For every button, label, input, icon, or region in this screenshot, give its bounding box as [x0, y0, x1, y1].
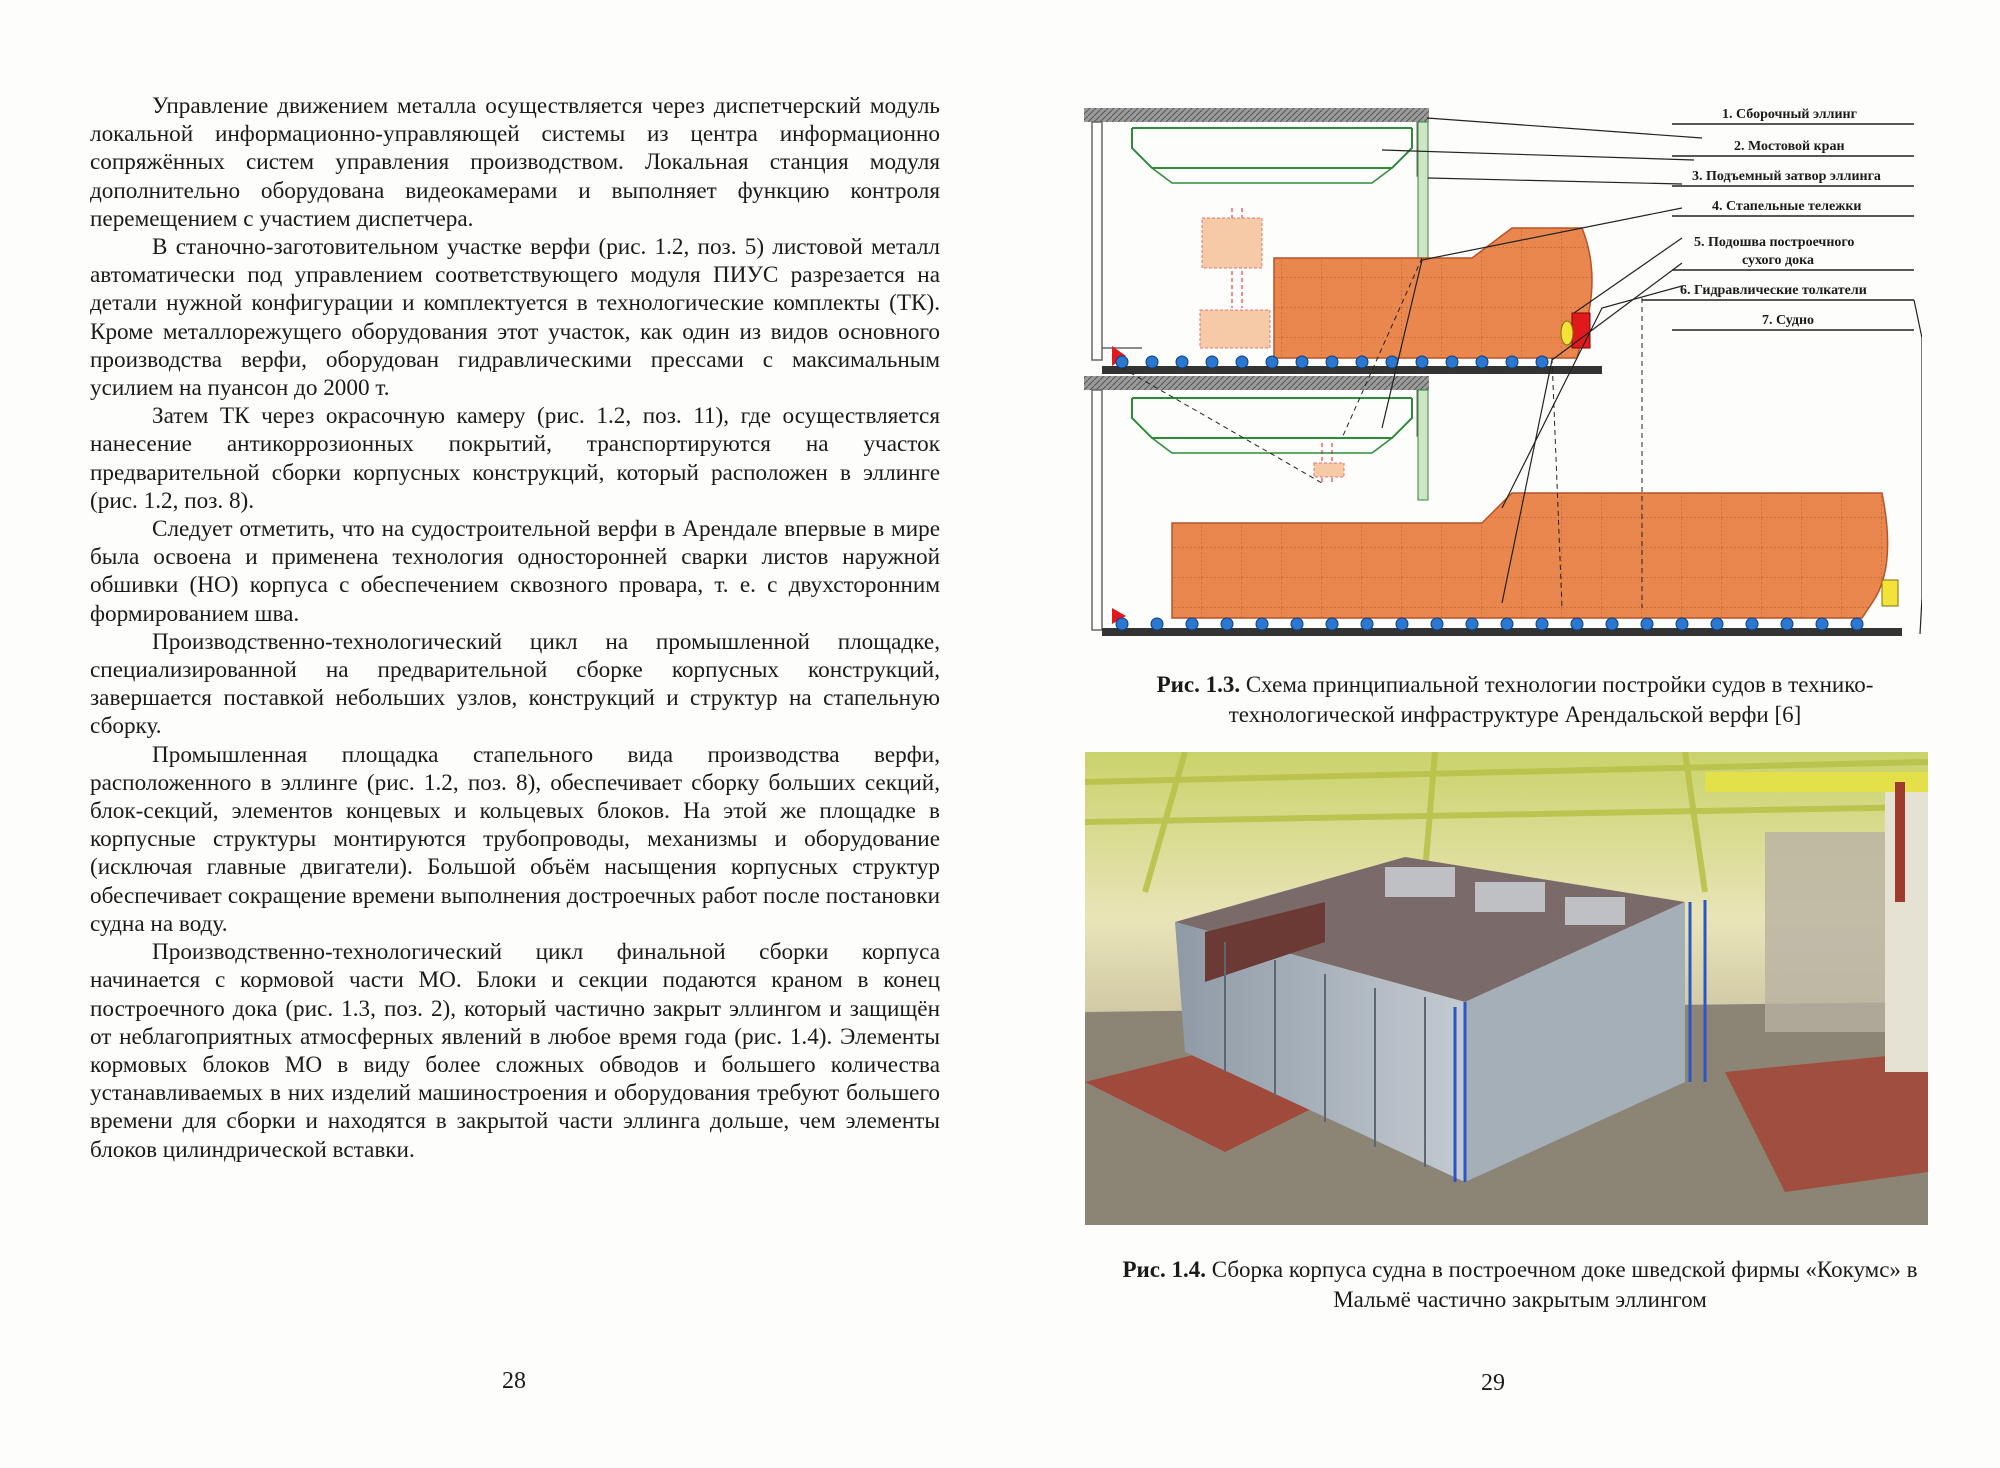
figure-1-4-caption	[1105, 1255, 1935, 1315]
label-1: 1. Сборочный эллинг	[1722, 107, 1857, 122]
page-number-right: 29	[1481, 1370, 1505, 1396]
left-body-text	[90, 92, 940, 1164]
ship-hull-top	[1274, 228, 1592, 358]
page-number-left: 28	[502, 1368, 526, 1394]
label-4: 4. Стапельные тележки	[1712, 199, 1862, 214]
figure-1-4-photo	[1085, 752, 1928, 1225]
ship-hull-bottom	[1172, 493, 1888, 618]
label-7: 7. Судно	[1762, 313, 1815, 328]
caption-text: Схема принципиальной технологии постройки судов в технико-технологической инфраструктуре Арендальской верфи [6]	[1228, 672, 1874, 727]
caption-number: Рис. 1.3.	[1156, 672, 1241, 697]
crane-load	[1202, 218, 1262, 268]
legend-labels	[1642, 107, 1914, 330]
label-5a: 5. Подошва построечного	[1694, 235, 1855, 250]
roof-slab	[1084, 108, 1429, 122]
label-5b: сухого дока	[1742, 253, 1814, 268]
label-3: 3. Подъемный затвор эллинга	[1692, 169, 1881, 184]
paragraph: Затем ТК через окрасочную камеру (рис. 1.2, поз. 11), где осуществляется нанесение антикоррозионных покрытий, транспортируются на участок предварительной сборки корпусных конструкций, который расположен в эллинге (рис. 1.2, поз. 8).	[90, 403, 940, 514]
bridge-crane	[1132, 128, 1412, 168]
scheme-top	[1084, 108, 1602, 374]
label-6: 6. Гидравлические толкатели	[1680, 283, 1867, 298]
figure-1-3-diagram	[1082, 98, 1922, 650]
right-page	[1000, 0, 2000, 1468]
caption-number: Рис. 1.4.	[1122, 1257, 1206, 1282]
paragraph: Производственно-технологический цикл на промышленной площадке, специализированной на предварительной сборке корпусных конструкций, завершается поставкой небольших узлов, конструкций и структур на стапельную сборку.	[90, 628, 940, 740]
rail-top	[1102, 366, 1602, 374]
pusher-bottom	[1882, 580, 1898, 606]
figure-1-3-caption	[1110, 670, 1920, 730]
paragraph: Следует отметить, что на судостроительной верфи в Арендале впервые в мире была освоена и применена технология односторонней сварки листов наружной обшивки (НО) корпуса с обеспечением сквозного провара, т. е. с двухсторонним формированием шва.	[90, 516, 940, 627]
left-wall	[1092, 122, 1102, 360]
paragraph: Производственно-технологический цикл финальной сборки корпуса начинается с кормовой части МО. Блоки и секции подаются краном в конец построечного дока (рис. 1.3, поз. 2), который частично закрыт эллингом и защищён от неблагоприятных атмосферных явлений в любое время года (рис. 1.4). Элементы кормовых блоков МО в виду более сложных обводов и большего количества устанавливаемых в них изделий машиностроения и оборудования требуют большего времени для сборки и находятся в закрытой части эллинга дольше, чем элементы блоков цилиндрической вставки.	[90, 939, 940, 1163]
paragraph: Управление движением металла осуществляется через диспетчерский модуль локальной информационно-управляющей системы из центра информационно сопряжённых систем управления производством. Локальная станция модуля дополнительно оборудована видеокамерами и выполняет функцию контроля перемещением с участием диспетчера.	[90, 93, 940, 232]
paragraph: Промышленная площадка стапельного вида производства верфи, расположенного в эллинге (рис. 1.2, поз. 8), обеспечивает сборку больших секций, блок-секций, элементов концевых и кольцевых блоков. На этой же площадке в корпусные структуры монтируются трубопроводы, механизмы и оборудование (исключая главные двигатели). Большой объём насыщения корпусных структур обеспечивает сокращение времени выполнения достроечных работ после постановки судна на воду.	[90, 741, 940, 937]
trolleys-top	[1116, 356, 1548, 368]
paragraph: В станочно-заготовительном участке верфи (рис. 1.2, поз. 5) листовой металл автоматически под управлением соответствующего модуля ПИУС разрезается на детали нужной конфигурации и комплектуется в технологические комплекты (ТК). Кроме металлорежущего оборудования этот участок, как один из видов основного производства верфи, оборудован гидравлическими прессами с максимальным усилием на пуансон до 2000 т.	[90, 234, 940, 402]
label-2: 2. Мостовой кран	[1734, 139, 1845, 154]
scheme-bottom	[1084, 376, 1902, 636]
caption-text: Сборка корпуса судна в построечном доке шведской фирмы «Кокумс» в Мальмё частично закрытым эллингом	[1211, 1257, 1918, 1312]
